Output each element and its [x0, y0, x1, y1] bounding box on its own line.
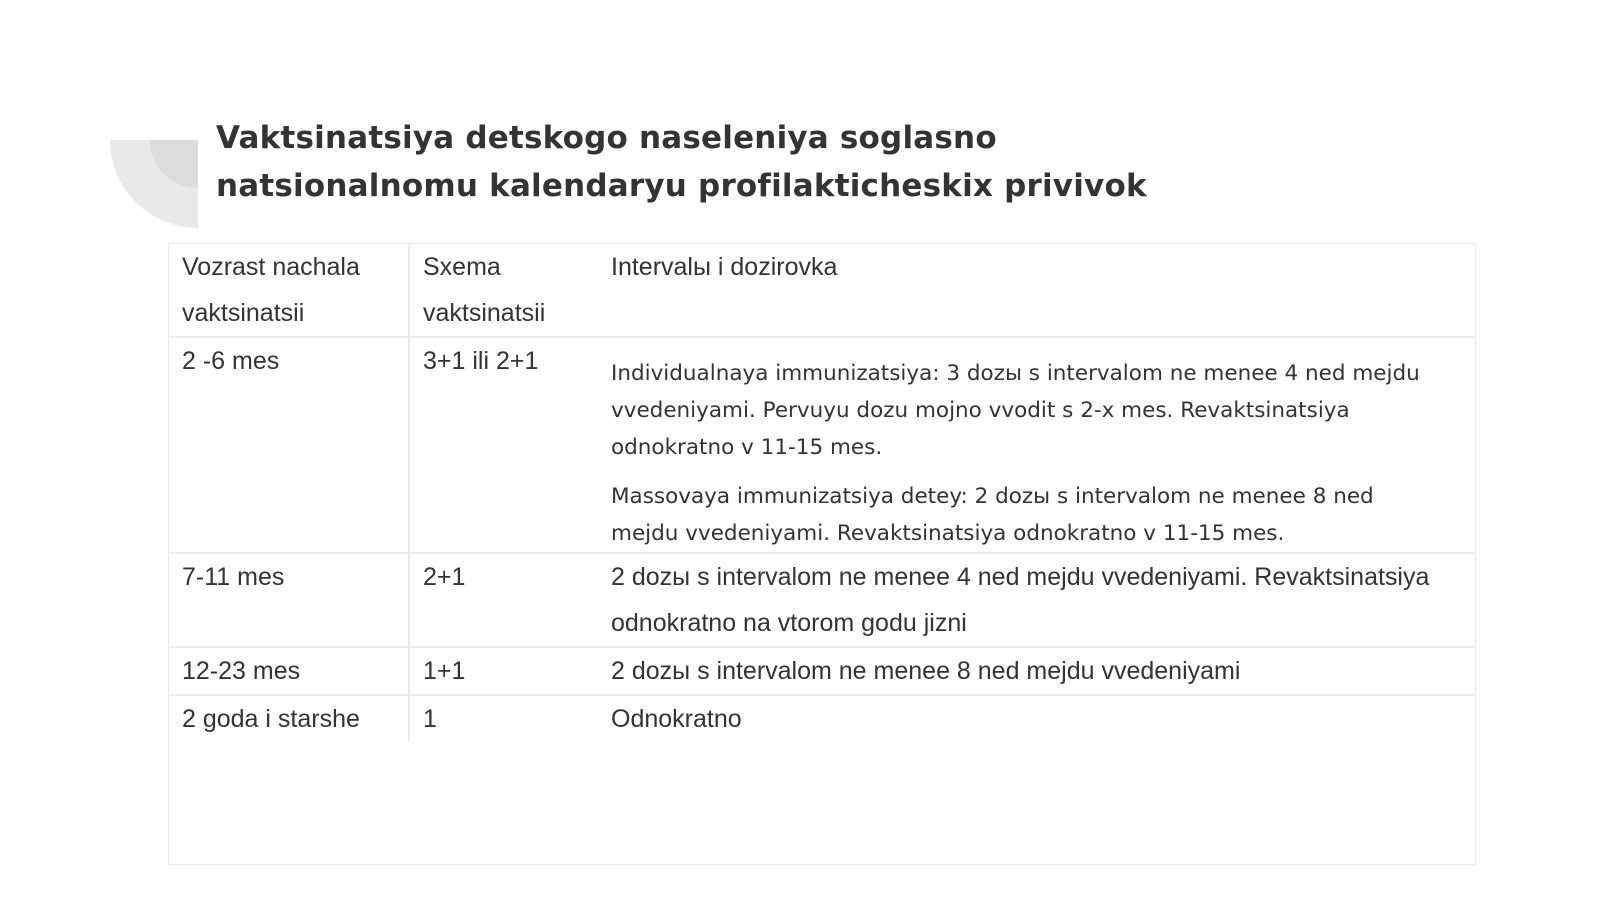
- cell-interval: [611, 337, 1475, 553]
- page-title: [216, 114, 1416, 210]
- table-row: [169, 695, 1475, 742]
- interval-paragraph-individual: Individualnaya immunizatsiya: 3 dozы s intervalom ne menee 4 ned mejdu vvedeniyami. Pervuyu dozu mojno vvodit s 2-x mes. Revaktsinatsiya odnokratno v 11-15 mes.: [611, 361, 1420, 460]
- table-row: [169, 337, 1475, 553]
- title-line-1: Vaktsinatsiya detskogo naseleniya soglasno: [216, 120, 997, 156]
- cell-age: 12-23 mes: [169, 647, 409, 695]
- vaccination-schedule-table: [168, 243, 1476, 865]
- schedule-grid: [169, 244, 1475, 742]
- table-row: [169, 553, 1475, 647]
- title-line-2: natsionalnomu kalendaryu profilakticheskix privivok: [216, 168, 1147, 204]
- cell-scheme: 2+1: [409, 553, 611, 647]
- interval-paragraph-mass: Massovaya immunizatsiya detey: 2 dozы s intervalom ne menee 8 ned mejdu vvedeniyami. Revaktsinatsiya odnokratno v 11-15 mes.: [611, 484, 1374, 546]
- cell-scheme: 1: [423, 705, 437, 733]
- cell-interval: Odnokratno: [611, 705, 742, 733]
- table-header-row: [169, 244, 1475, 337]
- quarter-circle-decoration-icon: [110, 140, 198, 228]
- cell-age: 2 -6 mes: [169, 337, 409, 553]
- cell-age: 7-11 mes: [169, 553, 409, 647]
- header-scheme: Sxema vaktsinatsii: [409, 244, 611, 337]
- header-interval: Intervalы i dozirovka: [611, 244, 1475, 337]
- cell-scheme: 1+1: [409, 647, 611, 695]
- cell-scheme: 3+1 ili 2+1: [409, 337, 611, 553]
- cell-interval: 2 dozы s intervalom ne menee 4 ned mejdu vvedeniyami. Revaktsinatsiya odnokratno na vtorom godu jizni: [611, 553, 1475, 647]
- cell-interval: 2 dozы s intervalom ne menee 8 ned mejdu vvedeniyami: [611, 647, 1475, 695]
- header-age: Vozrast nachala vaktsinatsii: [169, 244, 409, 337]
- table-row: [169, 647, 1475, 695]
- cell-age: 2 goda i starshe: [169, 695, 409, 742]
